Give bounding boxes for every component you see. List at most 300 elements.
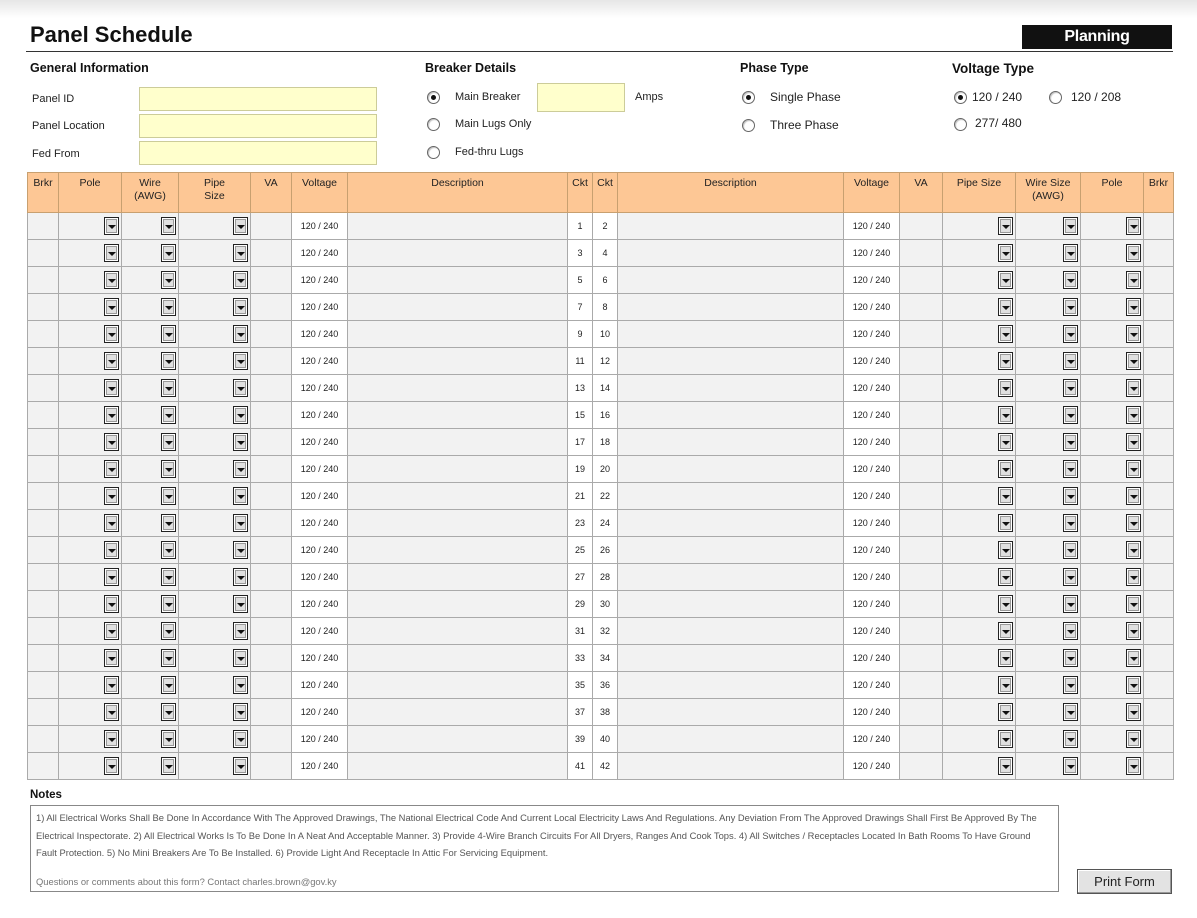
pipe-left-dropdown[interactable] [233, 217, 248, 235]
pole-right-cell [1081, 672, 1144, 699]
single-phase-radio[interactable] [742, 91, 755, 104]
description-left-cell[interactable] [348, 645, 568, 672]
pipe-left-dropdown[interactable] [233, 622, 248, 640]
wire-right-dropdown[interactable] [1063, 595, 1078, 613]
brkr-right-cell[interactable] [1144, 645, 1174, 672]
wire-left-dropdown[interactable] [161, 595, 176, 613]
va-left-cell[interactable] [251, 591, 292, 618]
va-left-cell[interactable] [251, 699, 292, 726]
main-lugs-radio[interactable] [427, 118, 440, 131]
amps-input[interactable] [537, 83, 625, 112]
ckt-right-cell: 18 [593, 429, 618, 456]
wire-left-cell [122, 591, 179, 618]
brkr-right-cell[interactable] [1144, 510, 1174, 537]
wire-left-dropdown[interactable] [161, 568, 176, 586]
wire-right-dropdown[interactable] [1063, 406, 1078, 424]
brkr-left-cell[interactable] [28, 321, 59, 348]
pole-right-dropdown[interactable] [1126, 676, 1141, 694]
brkr-left-cell[interactable] [28, 564, 59, 591]
va-right-cell[interactable] [900, 618, 943, 645]
va-right-cell[interactable] [900, 753, 943, 780]
description-right-cell[interactable] [618, 726, 844, 753]
pipe-left-cell [179, 348, 251, 375]
pipe-left-cell [179, 240, 251, 267]
description-left-cell[interactable] [348, 483, 568, 510]
voltage-277-480-radio[interactable] [954, 118, 967, 131]
pole-right-dropdown[interactable] [1126, 649, 1141, 667]
panel-id-input[interactable] [139, 87, 377, 111]
description-left-cell[interactable] [348, 456, 568, 483]
description-right-cell[interactable] [618, 213, 844, 240]
wire-left-dropdown[interactable] [161, 703, 176, 721]
pole-right-dropdown[interactable] [1126, 352, 1141, 370]
description-left-cell[interactable] [348, 726, 568, 753]
pipe-left-dropdown[interactable] [233, 568, 248, 586]
pole-left-dropdown[interactable] [104, 541, 119, 559]
pipe-left-dropdown[interactable] [233, 379, 248, 397]
pipe-left-dropdown[interactable] [233, 757, 248, 775]
va-right-cell[interactable] [900, 348, 943, 375]
pipe-right-dropdown[interactable] [998, 541, 1013, 559]
brkr-right-cell[interactable] [1144, 375, 1174, 402]
pipe-left-dropdown[interactable] [233, 595, 248, 613]
pipe-right-cell [943, 402, 1016, 429]
pole-right-dropdown[interactable] [1126, 622, 1141, 640]
brkr-right-cell[interactable] [1144, 456, 1174, 483]
pipe-right-cell [943, 348, 1016, 375]
pipe-right-dropdown[interactable] [998, 379, 1013, 397]
description-left-cell[interactable] [348, 510, 568, 537]
voltage-left-cell: 120 / 240 [292, 267, 348, 294]
brkr-right-cell[interactable] [1144, 483, 1174, 510]
pole-left-dropdown[interactable] [104, 676, 119, 694]
wire-right-dropdown[interactable] [1063, 460, 1078, 478]
pipe-right-dropdown[interactable] [998, 460, 1013, 478]
pipe-right-dropdown[interactable] [998, 703, 1013, 721]
description-left-cell[interactable] [348, 672, 568, 699]
pole-left-dropdown[interactable] [104, 757, 119, 775]
va-right-cell[interactable] [900, 456, 943, 483]
va-left-cell[interactable] [251, 564, 292, 591]
main-breaker-label: Main Breaker [455, 91, 521, 103]
three-phase-radio[interactable] [742, 119, 755, 132]
col-header-brkr-left: Brkr [28, 173, 59, 213]
pipe-left-dropdown[interactable] [233, 460, 248, 478]
va-left-cell[interactable] [251, 240, 292, 267]
wire-left-dropdown[interactable] [161, 325, 176, 343]
description-right-cell[interactable] [618, 672, 844, 699]
va-right-cell[interactable] [900, 510, 943, 537]
brkr-left-cell[interactable] [28, 456, 59, 483]
main-breaker-radio[interactable] [427, 91, 440, 104]
pole-left-dropdown[interactable] [104, 298, 119, 316]
wire-right-dropdown[interactable] [1063, 649, 1078, 667]
brkr-left-cell[interactable] [28, 375, 59, 402]
wire-right-dropdown[interactable] [1063, 298, 1078, 316]
pipe-right-dropdown[interactable] [998, 271, 1013, 289]
wire-left-cell [122, 726, 179, 753]
wire-left-dropdown[interactable] [161, 433, 176, 451]
brkr-right-cell[interactable] [1144, 672, 1174, 699]
va-left-cell[interactable] [251, 645, 292, 672]
voltage-right-cell: 120 / 240 [844, 726, 900, 753]
description-left-cell[interactable] [348, 240, 568, 267]
pipe-right-dropdown[interactable] [998, 298, 1013, 316]
wire-right-dropdown[interactable] [1063, 514, 1078, 532]
description-right-cell[interactable] [618, 348, 844, 375]
pole-right-cell [1081, 591, 1144, 618]
pole-right-dropdown[interactable] [1126, 244, 1141, 262]
description-left-cell[interactable] [348, 429, 568, 456]
pole-left-dropdown[interactable] [104, 244, 119, 262]
brkr-right-cell[interactable] [1144, 564, 1174, 591]
description-right-cell[interactable] [618, 483, 844, 510]
ckt-right-cell: 40 [593, 726, 618, 753]
description-left-cell[interactable] [348, 267, 568, 294]
pole-left-dropdown[interactable] [104, 379, 119, 397]
brkr-left-cell[interactable] [28, 294, 59, 321]
va-left-cell[interactable] [251, 402, 292, 429]
pipe-right-dropdown[interactable] [998, 244, 1013, 262]
wire-left-dropdown[interactable] [161, 649, 176, 667]
pipe-right-dropdown[interactable] [998, 487, 1013, 505]
pole-right-dropdown[interactable] [1126, 541, 1141, 559]
description-right-cell[interactable] [618, 537, 844, 564]
description-right-cell[interactable] [618, 267, 844, 294]
wire-left-dropdown[interactable] [161, 352, 176, 370]
va-right-cell[interactable] [900, 267, 943, 294]
description-left-cell[interactable] [348, 564, 568, 591]
brkr-right-cell[interactable] [1144, 537, 1174, 564]
pipe-right-dropdown[interactable] [998, 622, 1013, 640]
pole-right-dropdown[interactable] [1126, 514, 1141, 532]
description-right-cell[interactable] [618, 645, 844, 672]
brkr-right-cell[interactable] [1144, 699, 1174, 726]
pipe-left-dropdown[interactable] [233, 649, 248, 667]
wire-left-dropdown[interactable] [161, 487, 176, 505]
pole-right-dropdown[interactable] [1126, 730, 1141, 748]
wire-right-dropdown[interactable] [1063, 271, 1078, 289]
wire-left-cell [122, 429, 179, 456]
wire-right-dropdown[interactable] [1063, 757, 1078, 775]
wire-right-dropdown[interactable] [1063, 568, 1078, 586]
wire-left-dropdown[interactable] [161, 379, 176, 397]
brkr-right-cell[interactable] [1144, 591, 1174, 618]
pole-left-dropdown[interactable] [104, 649, 119, 667]
description-left-cell[interactable] [348, 375, 568, 402]
pipe-right-dropdown[interactable] [998, 676, 1013, 694]
description-left-cell[interactable] [348, 753, 568, 780]
pipe-left-dropdown[interactable] [233, 244, 248, 262]
wire-right-dropdown[interactable] [1063, 730, 1078, 748]
pipe-right-dropdown[interactable] [998, 352, 1013, 370]
wire-right-dropdown[interactable] [1063, 244, 1078, 262]
description-right-cell[interactable] [618, 591, 844, 618]
wire-left-dropdown[interactable] [161, 460, 176, 478]
table-row [28, 402, 1174, 429]
wire-right-dropdown[interactable] [1063, 325, 1078, 343]
wire-left-dropdown[interactable] [161, 676, 176, 694]
brkr-left-cell[interactable] [28, 726, 59, 753]
va-left-cell[interactable] [251, 429, 292, 456]
fed-thru-lugs-radio[interactable] [427, 146, 440, 159]
pipe-left-dropdown[interactable] [233, 703, 248, 721]
description-right-cell[interactable] [618, 699, 844, 726]
brkr-left-cell[interactable] [28, 672, 59, 699]
wire-right-dropdown[interactable] [1063, 541, 1078, 559]
brkr-left-cell[interactable] [28, 591, 59, 618]
wire-right-dropdown[interactable] [1063, 703, 1078, 721]
brkr-right-cell[interactable] [1144, 402, 1174, 429]
panel-location-input[interactable] [139, 114, 377, 138]
va-left-cell[interactable] [251, 537, 292, 564]
pole-left-dropdown[interactable] [104, 217, 119, 235]
pole-right-dropdown[interactable] [1126, 298, 1141, 316]
description-right-cell[interactable] [618, 618, 844, 645]
pipe-left-dropdown[interactable] [233, 676, 248, 694]
pipe-right-dropdown[interactable] [998, 325, 1013, 343]
pipe-right-dropdown[interactable] [998, 757, 1013, 775]
fed-from-label: Fed From [32, 148, 80, 160]
description-left-cell[interactable] [348, 699, 568, 726]
description-left-cell[interactable] [348, 537, 568, 564]
description-right-cell[interactable] [618, 564, 844, 591]
wire-right-dropdown[interactable] [1063, 379, 1078, 397]
va-left-cell[interactable] [251, 483, 292, 510]
pole-right-dropdown[interactable] [1126, 433, 1141, 451]
description-left-cell[interactable] [348, 348, 568, 375]
va-right-cell[interactable] [900, 645, 943, 672]
pole-right-dropdown[interactable] [1126, 325, 1141, 343]
fed-from-input[interactable] [139, 141, 377, 165]
brkr-left-cell[interactable] [28, 699, 59, 726]
va-left-cell[interactable] [251, 348, 292, 375]
voltage-120-240-radio[interactable] [954, 91, 967, 104]
va-right-cell[interactable] [900, 375, 943, 402]
va-right-cell[interactable] [900, 294, 943, 321]
va-right-cell[interactable] [900, 591, 943, 618]
va-left-cell[interactable] [251, 672, 292, 699]
va-right-cell[interactable] [900, 699, 943, 726]
table-row [28, 726, 1174, 753]
pipe-right-dropdown[interactable] [998, 433, 1013, 451]
brkr-left-cell[interactable] [28, 240, 59, 267]
brkr-right-cell[interactable] [1144, 348, 1174, 375]
voltage-right-cell: 120 / 240 [844, 375, 900, 402]
ckt-right-cell: 22 [593, 483, 618, 510]
wire-right-dropdown[interactable] [1063, 352, 1078, 370]
description-right-cell[interactable] [618, 375, 844, 402]
description-right-cell[interactable] [618, 753, 844, 780]
brkr-left-cell[interactable] [28, 213, 59, 240]
description-left-cell[interactable] [348, 294, 568, 321]
description-right-cell[interactable] [618, 321, 844, 348]
print-form-button[interactable]: Print Form [1077, 869, 1172, 894]
pole-left-dropdown[interactable] [104, 514, 119, 532]
va-right-cell[interactable] [900, 213, 943, 240]
pole-left-cell [59, 456, 122, 483]
pole-right-dropdown[interactable] [1126, 379, 1141, 397]
pole-right-dropdown[interactable] [1126, 217, 1141, 235]
brkr-right-cell[interactable] [1144, 726, 1174, 753]
voltage-right-cell: 120 / 240 [844, 591, 900, 618]
wire-left-dropdown[interactable] [161, 757, 176, 775]
wire-left-cell [122, 537, 179, 564]
pole-left-dropdown[interactable] [104, 622, 119, 640]
pole-right-dropdown[interactable] [1126, 487, 1141, 505]
va-left-cell[interactable] [251, 267, 292, 294]
pipe-left-dropdown[interactable] [233, 298, 248, 316]
pole-left-dropdown[interactable] [104, 325, 119, 343]
ckt-right-cell: 24 [593, 510, 618, 537]
description-right-cell[interactable] [618, 510, 844, 537]
pipe-left-dropdown[interactable] [233, 514, 248, 532]
pipe-right-cell [943, 321, 1016, 348]
description-left-cell[interactable] [348, 618, 568, 645]
wire-right-dropdown[interactable] [1063, 676, 1078, 694]
pole-right-dropdown[interactable] [1126, 757, 1141, 775]
va-left-cell[interactable] [251, 726, 292, 753]
brkr-right-cell[interactable] [1144, 321, 1174, 348]
pole-left-dropdown[interactable] [104, 271, 119, 289]
wire-left-dropdown[interactable] [161, 541, 176, 559]
brkr-left-cell[interactable] [28, 402, 59, 429]
brkr-left-cell[interactable] [28, 348, 59, 375]
wire-right-dropdown[interactable] [1063, 622, 1078, 640]
wire-right-dropdown[interactable] [1063, 217, 1078, 235]
pipe-right-dropdown[interactable] [998, 568, 1013, 586]
wire-left-dropdown[interactable] [161, 406, 176, 424]
pipe-right-dropdown[interactable] [998, 649, 1013, 667]
description-left-cell[interactable] [348, 402, 568, 429]
pole-left-dropdown[interactable] [104, 352, 119, 370]
brkr-right-cell[interactable] [1144, 213, 1174, 240]
brkr-right-cell[interactable] [1144, 618, 1174, 645]
va-right-cell[interactable] [900, 537, 943, 564]
va-right-cell[interactable] [900, 726, 943, 753]
pipe-left-dropdown[interactable] [233, 325, 248, 343]
pipe-right-dropdown[interactable] [998, 730, 1013, 748]
description-left-cell[interactable] [348, 591, 568, 618]
va-left-cell[interactable] [251, 321, 292, 348]
pole-right-cell [1081, 321, 1144, 348]
wire-left-dropdown[interactable] [161, 514, 176, 532]
va-left-cell[interactable] [251, 510, 292, 537]
wire-left-dropdown[interactable] [161, 622, 176, 640]
pole-right-dropdown[interactable] [1126, 703, 1141, 721]
voltage-left-cell: 120 / 240 [292, 429, 348, 456]
brkr-right-cell[interactable] [1144, 753, 1174, 780]
brkr-right-cell[interactable] [1144, 267, 1174, 294]
description-right-cell[interactable] [618, 240, 844, 267]
brkr-left-cell[interactable] [28, 510, 59, 537]
pipe-left-dropdown[interactable] [233, 487, 248, 505]
va-left-cell[interactable] [251, 213, 292, 240]
brkr-right-cell[interactable] [1144, 240, 1174, 267]
ckt-left-cell: 19 [568, 456, 593, 483]
va-right-cell[interactable] [900, 240, 943, 267]
description-left-cell[interactable] [348, 213, 568, 240]
pipe-left-dropdown[interactable] [233, 433, 248, 451]
va-left-cell[interactable] [251, 375, 292, 402]
brkr-left-cell[interactable] [28, 645, 59, 672]
brkr-left-cell[interactable] [28, 267, 59, 294]
pole-right-dropdown[interactable] [1126, 406, 1141, 424]
brkr-left-cell[interactable] [28, 483, 59, 510]
description-right-cell[interactable] [618, 456, 844, 483]
pipe-left-dropdown[interactable] [233, 730, 248, 748]
ckt-left-cell: 13 [568, 375, 593, 402]
pole-left-dropdown[interactable] [104, 595, 119, 613]
description-right-cell[interactable] [618, 429, 844, 456]
va-right-cell[interactable] [900, 564, 943, 591]
va-right-cell[interactable] [900, 429, 943, 456]
pole-right-dropdown[interactable] [1126, 595, 1141, 613]
wire-right-cell [1016, 429, 1081, 456]
pole-right-dropdown[interactable] [1126, 271, 1141, 289]
pole-left-dropdown[interactable] [104, 568, 119, 586]
brkr-left-cell[interactable] [28, 618, 59, 645]
pipe-left-dropdown[interactable] [233, 406, 248, 424]
va-right-cell[interactable] [900, 402, 943, 429]
va-left-cell[interactable] [251, 456, 292, 483]
voltage-right-cell: 120 / 240 [844, 483, 900, 510]
brkr-right-cell[interactable] [1144, 429, 1174, 456]
pole-right-dropdown[interactable] [1126, 568, 1141, 586]
pipe-left-dropdown[interactable] [233, 271, 248, 289]
wire-left-cell [122, 618, 179, 645]
voltage-120-208-radio[interactable] [1049, 91, 1062, 104]
wire-left-dropdown[interactable] [161, 217, 176, 235]
va-left-cell[interactable] [251, 294, 292, 321]
wire-right-dropdown[interactable] [1063, 433, 1078, 451]
voltage-right-cell: 120 / 240 [844, 753, 900, 780]
pole-left-dropdown[interactable] [104, 460, 119, 478]
pole-left-dropdown[interactable] [104, 487, 119, 505]
pipe-right-dropdown[interactable] [998, 406, 1013, 424]
wire-left-dropdown[interactable] [161, 244, 176, 262]
wire-left-dropdown[interactable] [161, 298, 176, 316]
va-right-cell[interactable] [900, 483, 943, 510]
va-left-cell[interactable] [251, 618, 292, 645]
pipe-left-dropdown[interactable] [233, 541, 248, 559]
pipe-left-dropdown[interactable] [233, 352, 248, 370]
pole-left-dropdown[interactable] [104, 703, 119, 721]
voltage-right-cell: 120 / 240 [844, 672, 900, 699]
wire-left-dropdown[interactable] [161, 271, 176, 289]
description-left-cell[interactable] [348, 321, 568, 348]
description-right-cell[interactable] [618, 402, 844, 429]
pole-left-dropdown[interactable] [104, 433, 119, 451]
description-right-cell[interactable] [618, 294, 844, 321]
pole-right-dropdown[interactable] [1126, 460, 1141, 478]
pipe-right-dropdown[interactable] [998, 217, 1013, 235]
brkr-left-cell[interactable] [28, 537, 59, 564]
wire-right-dropdown[interactable] [1063, 487, 1078, 505]
pole-left-dropdown[interactable] [104, 730, 119, 748]
wire-left-dropdown[interactable] [161, 730, 176, 748]
va-right-cell[interactable] [900, 672, 943, 699]
va-right-cell[interactable] [900, 321, 943, 348]
pipe-right-dropdown[interactable] [998, 514, 1013, 532]
ckt-left-cell: 31 [568, 618, 593, 645]
va-left-cell[interactable] [251, 753, 292, 780]
pipe-right-dropdown[interactable] [998, 595, 1013, 613]
brkr-right-cell[interactable] [1144, 294, 1174, 321]
brkr-left-cell[interactable] [28, 429, 59, 456]
pole-left-dropdown[interactable] [104, 406, 119, 424]
brkr-left-cell[interactable] [28, 753, 59, 780]
